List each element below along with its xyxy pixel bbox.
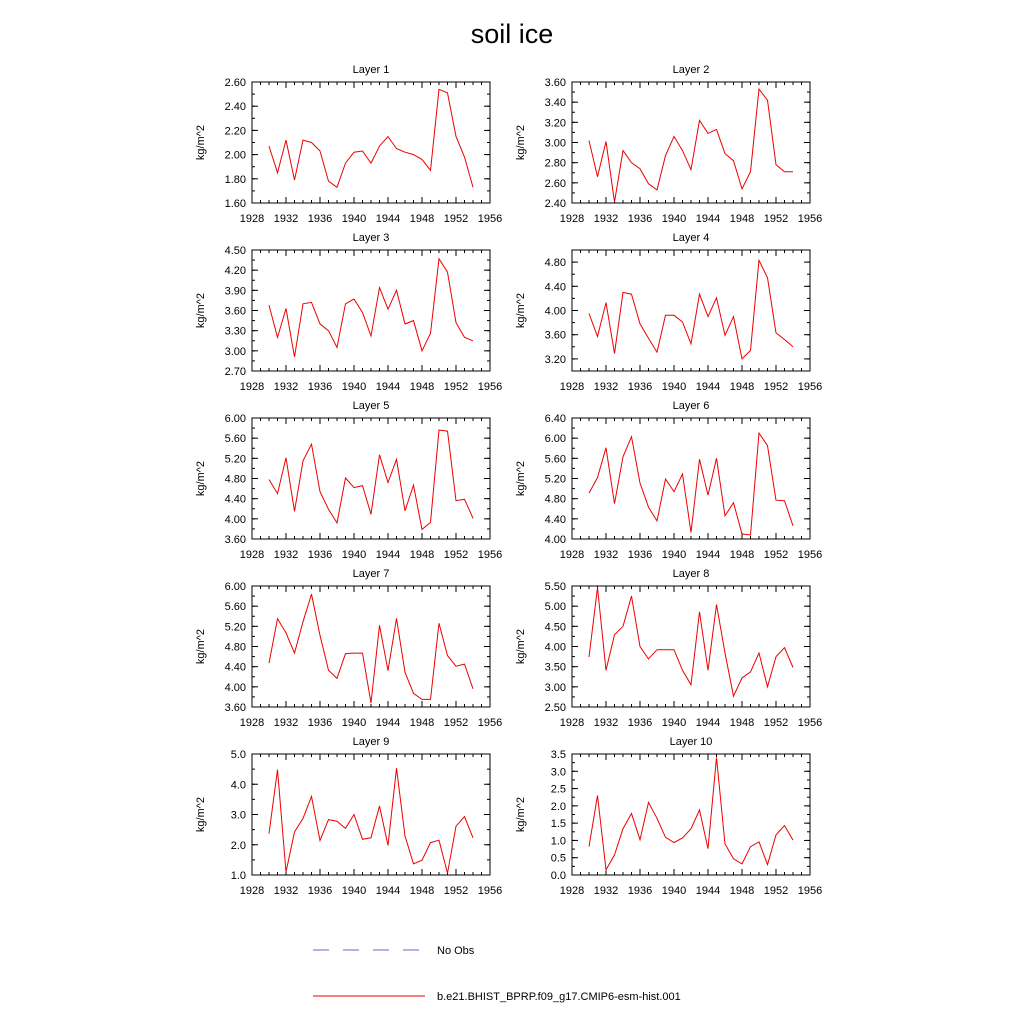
- x-tick-label: 1932: [273, 381, 299, 393]
- x-tick-label: 1940: [661, 885, 687, 897]
- y-tick-label: 3.60: [544, 329, 566, 342]
- panel-layer-6: [515, 400, 822, 561]
- y-tick-label: 2.60: [224, 77, 246, 89]
- panel-title: Layer 7: [352, 568, 390, 580]
- x-tick-label: 1956: [797, 717, 823, 729]
- series-line-model: [269, 768, 473, 873]
- y-axis-label: kg/m^2: [515, 292, 527, 329]
- x-tick-label: 1940: [341, 885, 367, 897]
- panel-title: Layer 2: [672, 64, 710, 76]
- x-tick-label: 1936: [627, 717, 653, 729]
- x-tick-label: 1936: [627, 381, 653, 393]
- x-tick-label: 1948: [409, 381, 435, 393]
- y-tick-label: 2.60: [544, 177, 566, 190]
- y-tick-label: 4.80: [544, 257, 566, 270]
- plot-frame: [572, 586, 810, 707]
- y-tick-label: 4.00: [224, 681, 246, 694]
- x-tick-label: 1952: [763, 381, 789, 393]
- y-tick-label: 4.40: [544, 281, 566, 294]
- y-tick-label: 0.0: [550, 870, 566, 882]
- y-tick-label: 6.00: [224, 581, 246, 593]
- x-tick-label: 1932: [593, 549, 619, 561]
- x-tick-label: 1936: [627, 885, 653, 897]
- panel-title: Layer 3: [352, 232, 390, 244]
- y-tick-label: 4.80: [224, 473, 246, 486]
- y-tick-label: 3.00: [544, 137, 566, 150]
- x-tick-label: 1940: [341, 213, 367, 225]
- x-tick-label: 1952: [763, 549, 789, 561]
- figure-title: soil ice: [470, 19, 554, 49]
- x-tick-label: 1956: [797, 213, 823, 225]
- x-tick-label: 1940: [661, 381, 687, 393]
- x-tick-label: 1952: [443, 549, 469, 561]
- series-line-model: [589, 89, 793, 202]
- x-tick-label: 1944: [695, 381, 721, 393]
- panel-title: Layer 8: [672, 568, 710, 580]
- series-line-model: [589, 260, 793, 359]
- y-tick-label: 5.20: [224, 453, 246, 466]
- x-tick-label: 1932: [273, 717, 299, 729]
- y-tick-label: 5.50: [544, 581, 566, 593]
- y-tick-label: 2.20: [224, 125, 246, 138]
- legend-model-label: b.e21.BHIST_BPRP.f09_g17.CMIP6-esm-hist.001: [437, 991, 681, 1003]
- y-tick-label: 6.40: [544, 413, 566, 425]
- x-tick-label: 1928: [239, 717, 265, 729]
- x-tick-label: 1952: [763, 885, 789, 897]
- plot-frame: [572, 418, 810, 539]
- series-line-model: [589, 588, 793, 697]
- y-axis-label: kg/m^2: [515, 460, 527, 497]
- y-tick-label: 1.5: [550, 818, 566, 831]
- x-tick-label: 1952: [763, 717, 789, 729]
- y-tick-label: 3.20: [544, 353, 566, 366]
- x-tick-label: 1932: [593, 381, 619, 393]
- x-tick-label: 1948: [409, 213, 435, 225]
- y-tick-label: 2.00: [224, 149, 246, 162]
- y-tick-label: 2.50: [544, 702, 566, 714]
- y-tick-label: 4.40: [224, 661, 246, 674]
- x-tick-label: 1952: [443, 381, 469, 393]
- series-line-model: [589, 433, 793, 535]
- x-tick-label: 1928: [239, 885, 265, 897]
- y-tick-label: 5.60: [224, 601, 246, 614]
- y-axis-label: kg/m^2: [195, 796, 207, 833]
- y-tick-label: 5.20: [544, 473, 566, 486]
- x-tick-label: 1948: [729, 381, 755, 393]
- x-tick-label: 1928: [559, 885, 585, 897]
- y-tick-label: 6.00: [544, 433, 566, 446]
- x-tick-label: 1936: [307, 717, 333, 729]
- panel-layer-4: [515, 232, 822, 393]
- y-axis-label: kg/m^2: [195, 124, 207, 161]
- y-tick-label: 3.0: [550, 766, 566, 779]
- y-tick-label: 1.60: [224, 198, 246, 210]
- y-tick-label: 4.00: [544, 534, 566, 546]
- plot-frame: [252, 754, 490, 875]
- x-tick-label: 1940: [661, 213, 687, 225]
- x-tick-label: 1936: [307, 549, 333, 561]
- x-tick-label: 1936: [307, 213, 333, 225]
- y-tick-label: 3.00: [544, 681, 566, 694]
- y-tick-label: 4.00: [544, 305, 566, 318]
- y-tick-label: 2.70: [224, 366, 246, 378]
- panel-title: Layer 1: [352, 64, 390, 76]
- x-tick-label: 1944: [695, 717, 721, 729]
- x-tick-label: 1952: [443, 885, 469, 897]
- x-tick-label: 1956: [477, 549, 503, 561]
- panels-grid: [195, 64, 822, 897]
- x-tick-label: 1948: [409, 885, 435, 897]
- y-axis-label: kg/m^2: [515, 124, 527, 161]
- x-tick-label: 1952: [443, 717, 469, 729]
- plot-frame: [572, 82, 810, 203]
- x-tick-label: 1944: [375, 213, 401, 225]
- y-axis-label: kg/m^2: [195, 460, 207, 497]
- series-line-model: [589, 758, 793, 870]
- y-tick-label: 3.20: [544, 117, 566, 130]
- y-tick-label: 0.5: [550, 852, 566, 865]
- panel-layer-8: [515, 568, 822, 729]
- series-line-model: [269, 594, 473, 703]
- y-tick-label: 4.00: [544, 641, 566, 654]
- y-tick-label: 5.0: [230, 749, 246, 761]
- y-tick-label: 1.0: [550, 835, 566, 848]
- y-tick-label: 3.50: [544, 661, 566, 674]
- panel-title: Layer 4: [672, 232, 710, 244]
- x-tick-label: 1944: [375, 885, 401, 897]
- x-tick-label: 1948: [729, 213, 755, 225]
- y-tick-label: 6.00: [224, 413, 246, 425]
- x-tick-label: 1928: [239, 549, 265, 561]
- x-tick-label: 1932: [593, 213, 619, 225]
- y-tick-label: 4.80: [224, 641, 246, 654]
- plot-frame: [572, 754, 810, 875]
- y-tick-label: 4.20: [224, 265, 246, 278]
- panel-title: Layer 10: [669, 736, 713, 748]
- y-tick-label: 2.5: [550, 783, 566, 796]
- y-tick-label: 1.80: [224, 173, 246, 186]
- legend: [313, 945, 681, 1003]
- y-tick-label: 2.0: [550, 800, 566, 813]
- x-tick-label: 1944: [695, 885, 721, 897]
- y-tick-label: 4.40: [224, 493, 246, 506]
- x-tick-label: 1948: [409, 717, 435, 729]
- x-tick-label: 1928: [239, 381, 265, 393]
- x-tick-label: 1944: [695, 213, 721, 225]
- legend-no-obs-label: No Obs: [437, 945, 475, 957]
- y-tick-label: 4.50: [544, 621, 566, 634]
- y-tick-label: 3.60: [224, 702, 246, 714]
- y-tick-label: 2.40: [224, 101, 246, 114]
- x-tick-label: 1956: [477, 213, 503, 225]
- x-tick-label: 1932: [593, 885, 619, 897]
- x-tick-label: 1932: [593, 717, 619, 729]
- x-tick-label: 1956: [477, 717, 503, 729]
- x-tick-label: 1940: [341, 717, 367, 729]
- y-axis-label: kg/m^2: [515, 628, 527, 665]
- x-tick-label: 1932: [273, 885, 299, 897]
- y-tick-label: 4.00: [224, 513, 246, 526]
- y-tick-label: 3.30: [224, 325, 246, 338]
- y-tick-label: 2.40: [544, 198, 566, 210]
- series-line-model: [269, 89, 473, 187]
- x-tick-label: 1936: [307, 381, 333, 393]
- y-axis-label: kg/m^2: [515, 796, 527, 833]
- y-tick-label: 3.60: [544, 77, 566, 89]
- y-tick-label: 4.40: [544, 513, 566, 526]
- panel-layer-10: [515, 736, 822, 897]
- x-tick-label: 1956: [797, 549, 823, 561]
- x-tick-label: 1944: [695, 549, 721, 561]
- x-tick-label: 1928: [239, 213, 265, 225]
- plot-frame: [252, 418, 490, 539]
- x-tick-label: 1940: [661, 549, 687, 561]
- y-tick-label: 3.90: [224, 285, 246, 298]
- panel-layer-1: [195, 64, 502, 225]
- y-tick-label: 1.0: [230, 870, 246, 882]
- y-tick-label: 4.50: [224, 245, 246, 257]
- x-tick-label: 1928: [559, 717, 585, 729]
- panel-layer-9: [195, 736, 502, 897]
- y-tick-label: 3.0: [230, 809, 246, 822]
- y-tick-label: 2.80: [544, 157, 566, 170]
- x-tick-label: 1944: [375, 717, 401, 729]
- x-tick-label: 1944: [375, 381, 401, 393]
- x-tick-label: 1956: [797, 381, 823, 393]
- x-tick-label: 1936: [627, 213, 653, 225]
- x-tick-label: 1948: [729, 885, 755, 897]
- x-tick-label: 1952: [763, 213, 789, 225]
- panel-layer-3: [195, 232, 502, 393]
- x-tick-label: 1940: [661, 717, 687, 729]
- panel-layer-7: [195, 568, 502, 729]
- y-tick-label: 3.00: [224, 345, 246, 358]
- x-tick-label: 1932: [273, 549, 299, 561]
- panel-title: Layer 5: [352, 400, 390, 412]
- y-tick-label: 5.60: [544, 453, 566, 466]
- x-tick-label: 1956: [477, 381, 503, 393]
- series-line-model: [269, 259, 473, 357]
- x-tick-label: 1956: [797, 885, 823, 897]
- y-axis-label: kg/m^2: [195, 628, 207, 665]
- y-axis-label: kg/m^2: [195, 292, 207, 329]
- x-tick-label: 1948: [409, 549, 435, 561]
- x-tick-label: 1956: [477, 885, 503, 897]
- series-line-model: [269, 430, 473, 529]
- y-tick-label: 3.40: [544, 97, 566, 110]
- y-tick-label: 5.60: [224, 433, 246, 446]
- y-tick-label: 5.20: [224, 621, 246, 634]
- x-tick-label: 1940: [341, 381, 367, 393]
- x-tick-label: 1952: [443, 213, 469, 225]
- x-tick-label: 1928: [559, 213, 585, 225]
- panel-layer-2: [515, 64, 822, 225]
- y-tick-label: 3.5: [550, 749, 566, 761]
- y-tick-label: 5.00: [544, 601, 566, 614]
- y-tick-label: 2.0: [230, 839, 246, 852]
- panel-title: Layer 9: [352, 736, 390, 748]
- y-tick-label: 3.60: [224, 534, 246, 546]
- x-tick-label: 1936: [627, 549, 653, 561]
- plot-frame: [252, 82, 490, 203]
- x-tick-label: 1940: [341, 549, 367, 561]
- x-tick-label: 1928: [559, 381, 585, 393]
- plot-frame: [252, 586, 490, 707]
- x-tick-label: 1948: [729, 549, 755, 561]
- panel-layer-5: [195, 400, 502, 561]
- x-tick-label: 1928: [559, 549, 585, 561]
- x-tick-label: 1944: [375, 549, 401, 561]
- y-tick-label: 4.80: [544, 493, 566, 506]
- x-tick-label: 1932: [273, 213, 299, 225]
- x-tick-label: 1948: [729, 717, 755, 729]
- y-tick-label: 4.0: [230, 779, 246, 792]
- panel-title: Layer 6: [672, 400, 710, 412]
- y-tick-label: 3.60: [224, 305, 246, 318]
- x-tick-label: 1936: [307, 885, 333, 897]
